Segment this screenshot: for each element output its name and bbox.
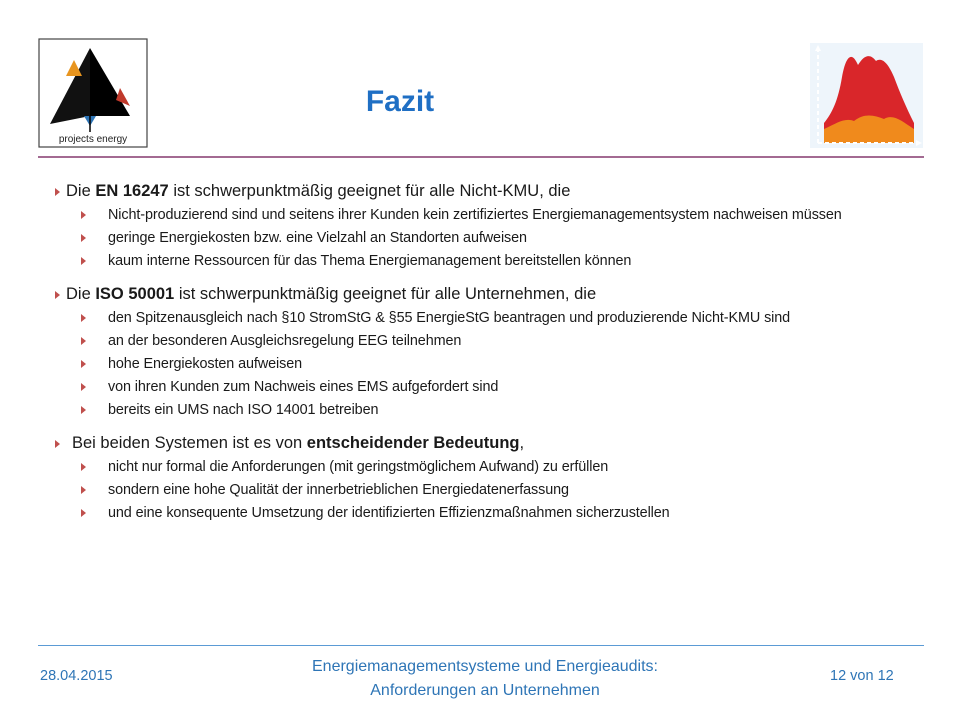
list-item: von ihren Kunden zum Nachweis eines EMS aufgefordert sind xyxy=(81,378,915,396)
footer-title-line1: Energiemanagementsysteme und Energieaudits: xyxy=(312,658,658,675)
triangle-bullet-icon xyxy=(81,337,86,345)
triangle-bullet-icon xyxy=(81,314,86,322)
triangle-bullet-icon xyxy=(81,257,86,265)
triangle-bullet-icon xyxy=(81,463,86,471)
page-title: Fazit xyxy=(365,85,435,118)
triangle-bullet-icon xyxy=(55,291,60,299)
section-heading-text: Die ISO 50001 ist schwerpunktmäßig geeignet für alle Unternehmen, die xyxy=(66,285,597,303)
list-item: Nicht-produzierend sind und seitens ihrer Kunden kein zertifiziertes Energiemanagementsystem nachweisen müssen xyxy=(81,206,915,224)
footer-title xyxy=(260,655,710,703)
list-item: kaum interne Ressourcen für das Thema Energiemanagement bereitstellen können xyxy=(81,252,915,270)
triangle-bullet-icon xyxy=(81,486,86,494)
section-en16247 xyxy=(55,180,915,270)
list-item: geringe Energiekosten bzw. eine Vielzahl an Standorten aufweisen xyxy=(81,229,915,247)
slide-content xyxy=(55,180,915,535)
list-item: an der besonderen Ausgleichsregelung EEG teilnehmen xyxy=(81,332,915,350)
section-heading xyxy=(55,432,915,454)
footer-divider xyxy=(38,645,924,646)
energy-load-profile-image xyxy=(810,43,923,148)
section-iso50001 xyxy=(55,283,915,419)
section-both-systems xyxy=(55,432,915,522)
page-number: 12 von 12 xyxy=(830,668,894,684)
section-heading-text: Die EN 16247 ist schwerpunktmäßig geeignet für alle Nicht-KMU, die xyxy=(66,182,571,200)
list-item: den Spitzenausgleich nach §10 StromStG & §55 EnergieStG beantragen und produzierende Nicht-KMU sind xyxy=(81,309,915,327)
triangle-bullet-icon xyxy=(55,188,60,196)
company-logo xyxy=(38,38,148,150)
triangle-bullet-icon xyxy=(81,509,86,517)
section-heading xyxy=(55,283,915,305)
list-item: hohe Energiekosten aufweisen xyxy=(81,355,915,373)
triangle-bullet-icon xyxy=(81,211,86,219)
footer-title-line2: Anforderungen an Unternehmen xyxy=(370,682,600,699)
list-item: bereits ein UMS nach ISO 14001 betreiben xyxy=(81,401,915,419)
triangle-bullet-icon xyxy=(81,234,86,242)
section-heading-text: Bei beiden Systemen ist es von entscheidender Bedeutung, xyxy=(72,434,525,452)
triangle-bullet-icon xyxy=(55,440,60,448)
list-item: nicht nur formal die Anforderungen (mit geringstmöglichem Aufwand) zu erfüllen xyxy=(81,458,915,476)
list-item: sondern eine hohe Qualität der innerbetrieblichen Energiedatenerfassung xyxy=(81,481,915,499)
footer-date: 28.04.2015 xyxy=(40,668,113,684)
list-item: und eine konsequente Umsetzung der identifizierten Effizienzmaßnahmen sicherzustellen xyxy=(81,504,915,522)
triangle-bullet-icon xyxy=(81,406,86,414)
triangle-bullet-icon xyxy=(81,360,86,368)
header-divider xyxy=(38,156,924,158)
triangle-bullet-icon xyxy=(81,383,86,391)
logo-text: projects energy xyxy=(58,134,128,145)
section-heading xyxy=(55,180,915,202)
